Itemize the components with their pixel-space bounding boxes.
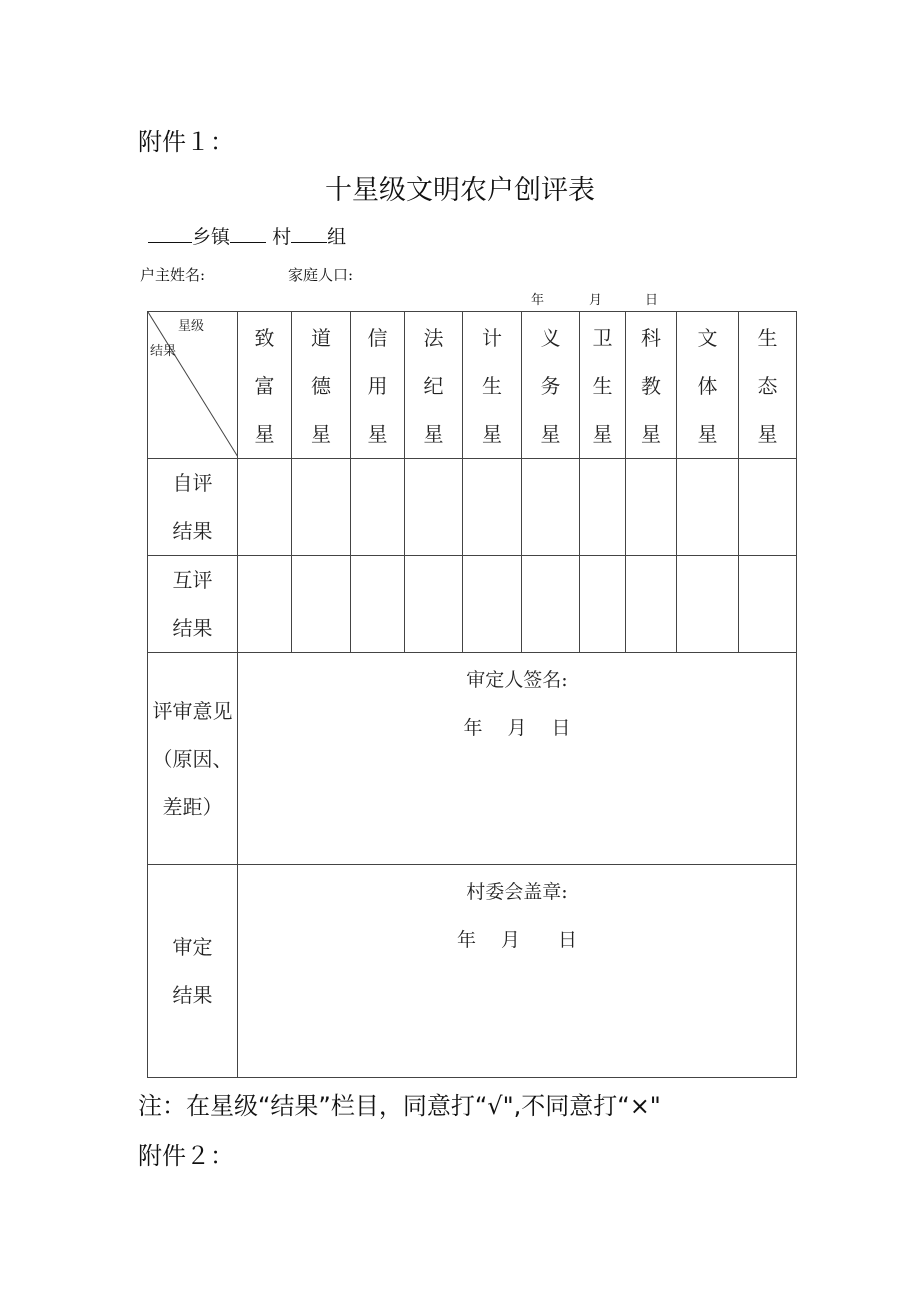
star-header-yiwu: 义 务 星 (522, 312, 580, 459)
township-blank[interactable] (148, 222, 192, 243)
review-opinion-label: 评审意见 （原因、 差距） (148, 653, 238, 865)
star-header-shengtai: 生 态 星 (739, 312, 797, 459)
footnote: 注：在星级“结果”栏目，同意打“√",不同意打“×" (138, 1092, 661, 1120)
approver-signature-label: 审定人签名: (466, 669, 568, 691)
township-label: 乡镇 (192, 226, 231, 248)
star-header-faji: 法 纪 星 (405, 312, 463, 459)
mutual-eval-cell[interactable] (238, 556, 292, 653)
star-header-wenti: 文 体 星 (677, 312, 739, 459)
final-result-label: 审定 结果 (148, 865, 238, 1078)
self-eval-cell[interactable] (677, 459, 739, 556)
star-header-daode: 道 德 星 (292, 312, 351, 459)
self-eval-cell[interactable] (463, 459, 522, 556)
group-label: 组 (327, 226, 347, 248)
self-eval-cell[interactable] (522, 459, 580, 556)
final-row (148, 865, 797, 1078)
final-date-label: 年 月 日 (456, 929, 578, 951)
location-line (148, 222, 346, 249)
mutual-eval-cell[interactable] (522, 556, 580, 653)
star-header-xinyong: 信 用 星 (351, 312, 405, 459)
date-year-label: 年 (531, 293, 545, 308)
date-month-label: 月 (589, 293, 603, 308)
self-eval-cell[interactable] (739, 459, 797, 556)
self-eval-cell[interactable] (292, 459, 351, 556)
mutual-eval-row (148, 556, 797, 653)
mutual-eval-label: 互评 结果 (148, 556, 238, 653)
self-eval-cell[interactable] (405, 459, 463, 556)
evaluation-table (147, 311, 797, 1078)
group-blank[interactable] (291, 222, 327, 243)
village-committee-stamp-label: 村委会盖章: (466, 881, 568, 903)
mutual-eval-cell[interactable] (463, 556, 522, 653)
annex-1-heading: 附件１： (138, 128, 234, 156)
corner-result-label: 结果 (150, 344, 177, 359)
star-header-weisheng: 卫 生 星 (580, 312, 626, 459)
star-header-kejiao: 科 教 星 (626, 312, 677, 459)
review-opinion-cell[interactable] (238, 653, 797, 865)
final-result-cell[interactable] (238, 865, 797, 1078)
self-eval-cell[interactable] (238, 459, 292, 556)
self-eval-label: 自评 结果 (148, 459, 238, 556)
mutual-eval-cell[interactable] (405, 556, 463, 653)
family-size-label: 家庭人口: (288, 266, 354, 284)
review-row (148, 653, 797, 865)
self-eval-cell[interactable] (351, 459, 405, 556)
village-blank[interactable] (230, 222, 266, 243)
mutual-eval-cell[interactable] (292, 556, 351, 653)
header-row (148, 312, 797, 459)
review-date-label: 年 月 日 (463, 717, 571, 739)
corner-header-cell (148, 312, 238, 459)
householder-name-label: 户主姓名: (140, 266, 206, 284)
village-label: 村 (272, 226, 292, 248)
mutual-eval-cell[interactable] (677, 556, 739, 653)
mutual-eval-cell[interactable] (626, 556, 677, 653)
mutual-eval-cell[interactable] (739, 556, 797, 653)
annex-2-heading: 附件２： (138, 1142, 234, 1170)
star-header-zhifu: 致 富 星 (238, 312, 292, 459)
self-eval-row (148, 459, 797, 556)
mutual-eval-cell[interactable] (580, 556, 626, 653)
self-eval-cell[interactable] (626, 459, 677, 556)
form-title: 十星级文明农户创评表 (325, 175, 595, 206)
corner-star-level-label: 星级 (178, 319, 205, 334)
self-eval-cell[interactable] (580, 459, 626, 556)
star-header-jisheng: 计 生 星 (463, 312, 522, 459)
mutual-eval-cell[interactable] (351, 556, 405, 653)
date-day-label: 日 (645, 293, 659, 308)
